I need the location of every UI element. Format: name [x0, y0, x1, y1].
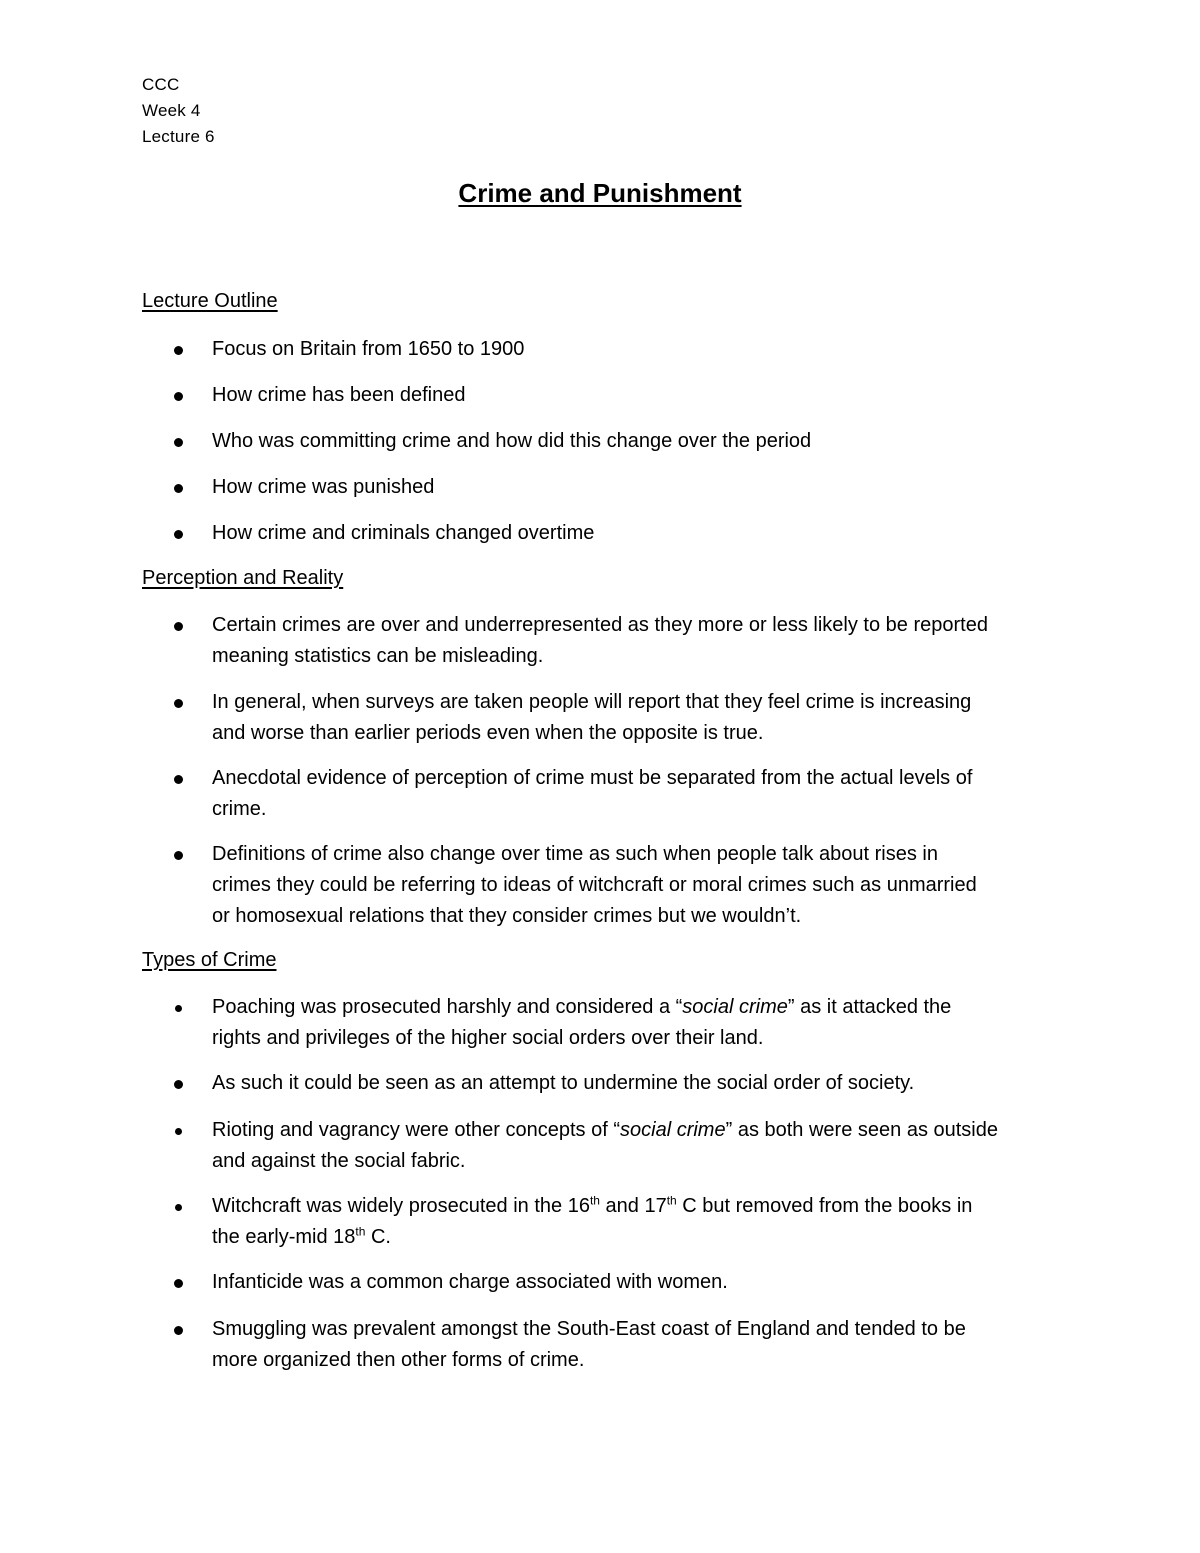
text-run: Poaching was prosecuted harshly and considered a	[212, 996, 676, 1018]
list-item-line: meaning statistics can be misleading.	[212, 645, 544, 667]
text-run: “	[613, 1119, 621, 1141]
bullet-icon	[174, 622, 183, 631]
list-item	[212, 839, 1072, 932]
bullet-icon	[174, 392, 183, 401]
list-item	[212, 687, 1072, 749]
text-run: as it attacked the	[794, 996, 952, 1018]
section-heading-types: Types of Crime	[142, 949, 277, 971]
page-title: Crime and Punishment	[458, 178, 742, 208]
list-item-line: In general, when surveys are taken people will report that they feel crime is increasing	[212, 691, 972, 713]
bullet-icon	[175, 1005, 182, 1012]
bullet-icon	[174, 1326, 183, 1335]
list-item-line: crime.	[212, 798, 267, 820]
list-item-line: Smuggling was prevalent amongst the South-East coast of England and tended to be	[212, 1318, 966, 1340]
list-item: How crime was punished	[212, 476, 435, 498]
text-run: ”	[725, 1119, 733, 1141]
superscript: th	[666, 1193, 677, 1208]
list-item	[212, 1191, 1072, 1253]
text-run: Rioting and vagrancy were other concepts of	[212, 1119, 614, 1141]
list-item-line: and worse than earlier periods even when the opposite is true.	[212, 722, 764, 744]
list-item: Focus on Britain from 1650 to 1900	[212, 338, 525, 360]
list-item: How crime has been defined	[212, 384, 466, 406]
list-item: As such it could be seen as an attempt to undermine the social order of society.	[212, 1072, 915, 1094]
section-heading-perception: Perception and Reality	[142, 567, 344, 589]
text-run: C but removed from the books in	[676, 1195, 973, 1217]
bullet-icon	[174, 851, 183, 860]
list-item-line: Definitions of crime also change over time as such when people talk about rises in	[212, 843, 938, 865]
bullet-icon	[174, 484, 183, 493]
lecture-label: Lecture 6	[142, 127, 215, 146]
week-label: Week 4	[142, 101, 201, 120]
list-item-line: rights and privileges of the higher social orders over their land.	[212, 1027, 764, 1049]
list-item: Infanticide was a common charge associated with women.	[212, 1271, 728, 1293]
bullet-icon	[175, 1128, 182, 1135]
bullet-icon	[174, 530, 183, 539]
text-run: the early-mid 18	[212, 1226, 356, 1248]
list-item-line	[212, 1115, 1072, 1146]
text-run: ”	[787, 996, 795, 1018]
list-item	[212, 992, 1072, 1054]
list-item-line: crimes they could be referring to ideas of witchcraft or moral crimes such as unmarried	[212, 874, 977, 896]
superscript: th	[355, 1224, 366, 1239]
list-item-line: and against the social fabric.	[212, 1150, 466, 1172]
bullet-icon	[175, 1204, 182, 1211]
list-item	[212, 1115, 1072, 1177]
text-run: “	[675, 996, 683, 1018]
list-item	[212, 1314, 1072, 1376]
list-item-line	[212, 992, 1072, 1023]
section-heading-outline: Lecture Outline	[142, 290, 278, 312]
list-item: How crime and criminals changed overtime	[212, 522, 595, 544]
italic-text: social crime	[620, 1119, 726, 1141]
bullet-icon	[174, 346, 183, 355]
text-run: as both were seen as outside	[732, 1119, 998, 1141]
course-code: CCC	[142, 75, 180, 94]
bullet-icon	[174, 699, 183, 708]
bullet-icon	[174, 1279, 183, 1288]
bullet-icon	[174, 1080, 183, 1089]
list-item-line: Certain crimes are over and underrepresented as they more or less likely to be reported	[212, 614, 988, 636]
bullet-icon	[174, 438, 183, 447]
superscript: th	[589, 1193, 600, 1208]
list-item-line: or homosexual relations that they consider crimes but we wouldn’t.	[212, 905, 802, 927]
list-item	[212, 763, 1072, 825]
list-item-line	[212, 1222, 1072, 1253]
list-item-line	[212, 1191, 1072, 1222]
text-run: C.	[365, 1226, 391, 1248]
list-item-line: Anecdotal evidence of perception of crime must be separated from the actual levels of	[212, 767, 973, 789]
list-item-line: more organized then other forms of crime.	[212, 1349, 585, 1371]
text-run: Witchcraft was widely prosecuted in the 16	[212, 1195, 590, 1217]
italic-text: social crime	[682, 996, 788, 1018]
list-item: Who was committing crime and how did this change over the period	[212, 430, 812, 452]
bullet-icon	[174, 775, 183, 784]
text-run: and 17	[599, 1195, 667, 1217]
list-item	[212, 610, 1072, 672]
